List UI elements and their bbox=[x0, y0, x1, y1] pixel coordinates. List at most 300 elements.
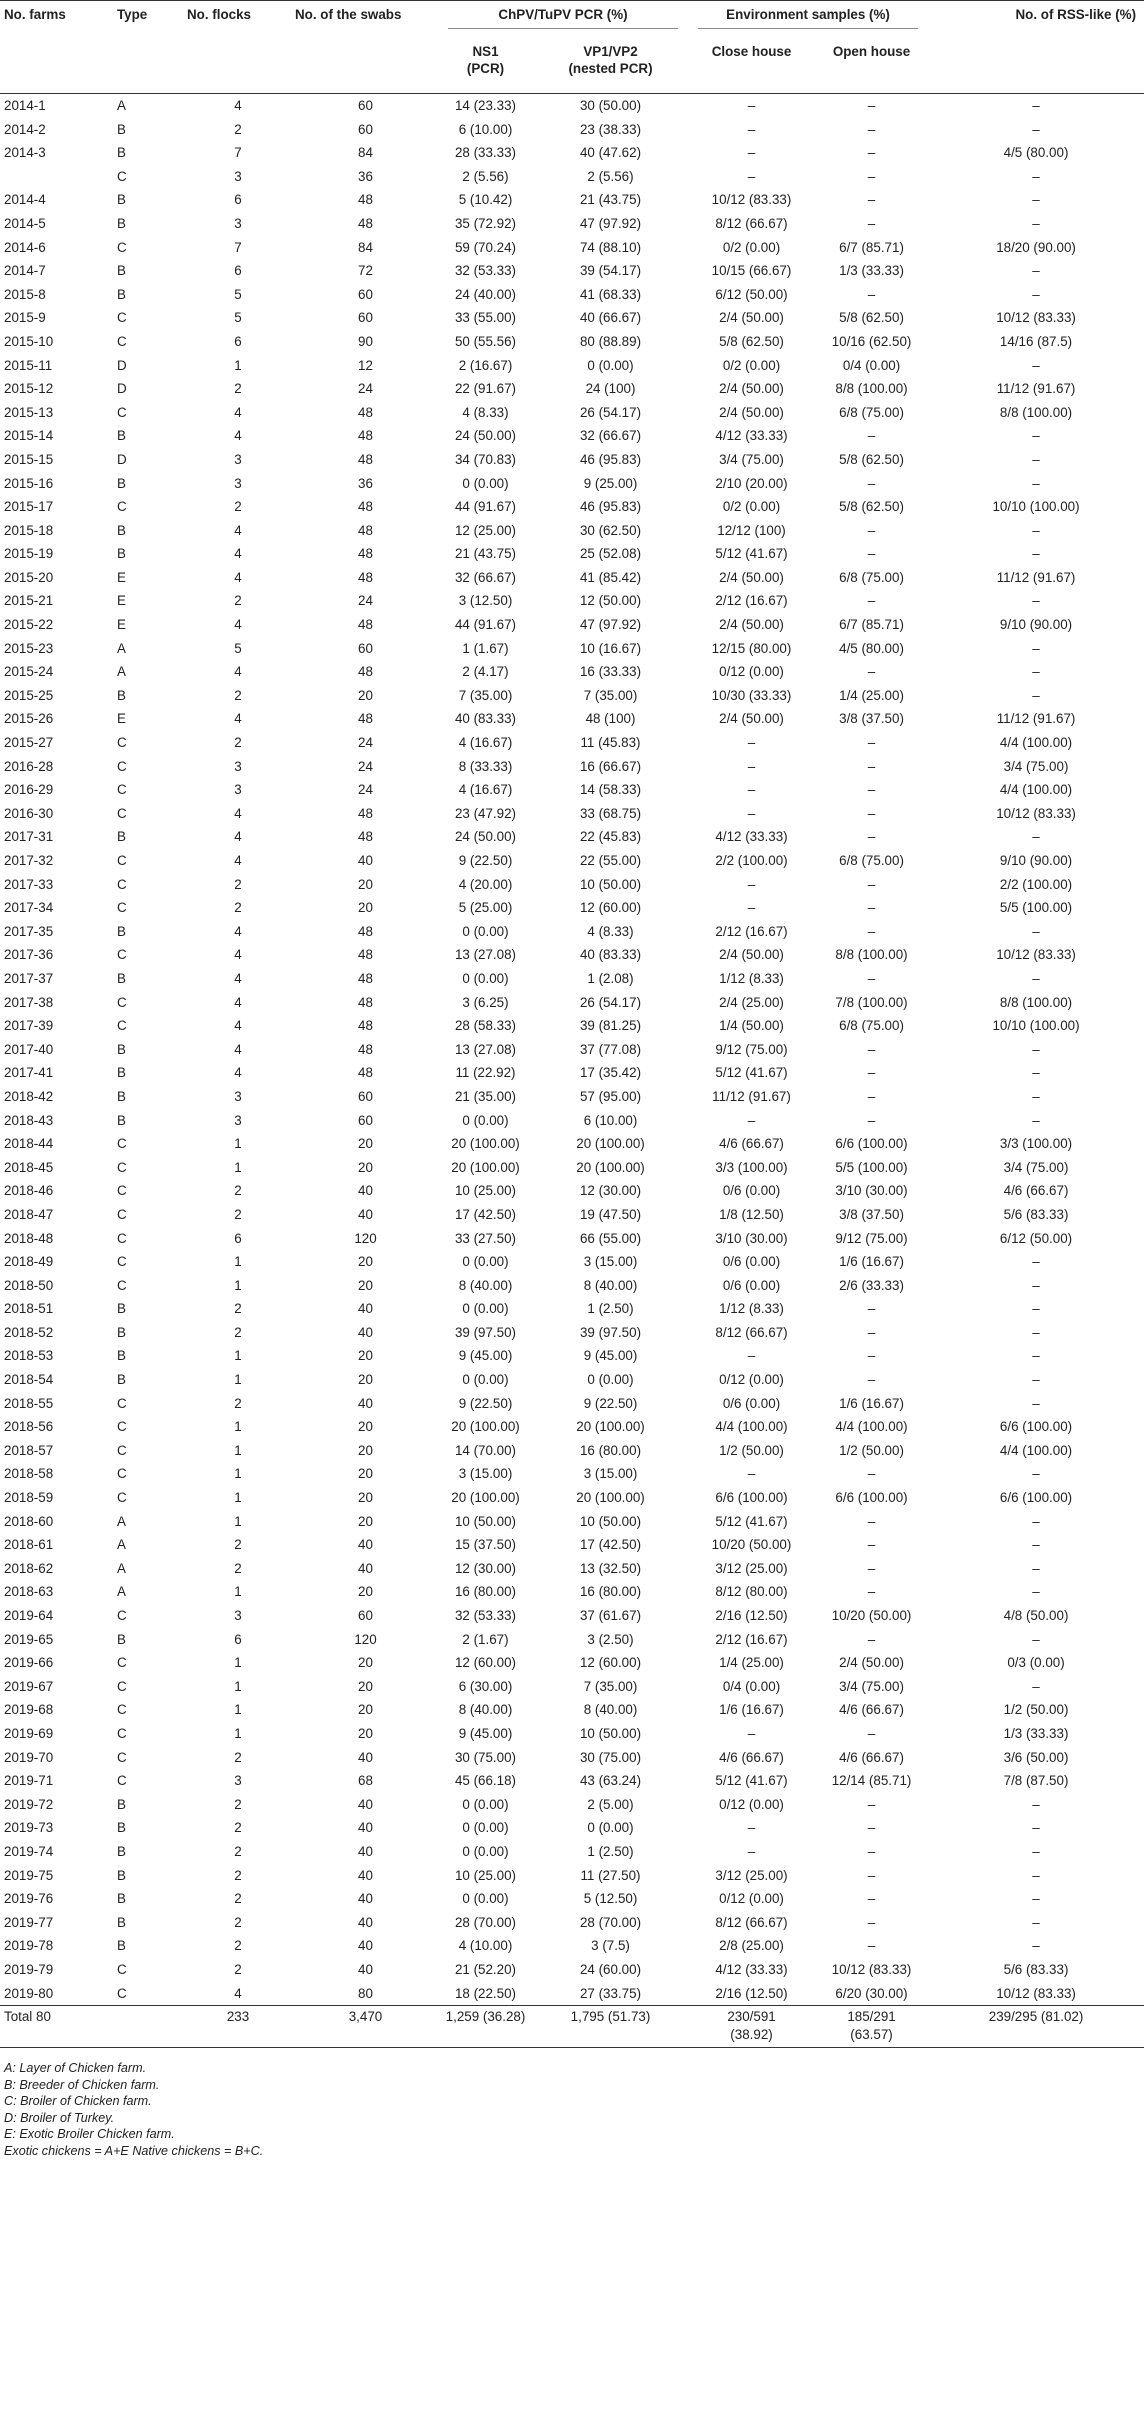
table-row bbox=[0, 1156, 1144, 1180]
table-row bbox=[0, 401, 1144, 425]
vp-nested-pcr-cell: 37 (77.08) bbox=[579, 1041, 642, 1057]
swab-count-cell: 40 bbox=[358, 1914, 373, 1930]
swab-count-cell: 40 bbox=[358, 1183, 373, 1199]
open-house-cell: 5/8 (62.50) bbox=[839, 451, 904, 467]
vp-nested-pcr-cell: 39 (81.25) bbox=[579, 1018, 642, 1034]
flock-count-cell: 6 bbox=[234, 333, 242, 349]
vp-nested-pcr-cell: 5 (12.50) bbox=[583, 1891, 638, 1907]
close-house-cell: 3/4 (75.00) bbox=[719, 451, 784, 467]
flock-count-cell: 4 bbox=[234, 805, 242, 821]
farm-type-cell: B bbox=[117, 1938, 126, 1954]
ns1-pcr-cell: 28 (33.33) bbox=[454, 145, 517, 161]
close-house-cell: 6/12 (50.00) bbox=[715, 286, 788, 302]
rss-like-cell: – bbox=[1032, 428, 1040, 444]
farm-type-cell: C bbox=[117, 1395, 127, 1411]
swab-count-cell: 48 bbox=[358, 192, 373, 208]
farm-id-cell: 2014-6 bbox=[4, 239, 46, 255]
farm-id-cell: 2015-14 bbox=[4, 428, 54, 444]
header-vp-label: VP1/VP2 bbox=[583, 43, 638, 59]
open-house-cell: – bbox=[867, 970, 876, 986]
swab-count-cell: 48 bbox=[358, 664, 373, 680]
farm-type-cell: A bbox=[117, 640, 126, 656]
swab-count-cell: 40 bbox=[358, 1891, 373, 1907]
rss-like-cell: 2/2 (100.00) bbox=[999, 876, 1073, 892]
farm-id-cell: 2015-11 bbox=[4, 357, 53, 373]
flock-count-cell: 3 bbox=[234, 475, 242, 491]
swab-count-cell: 20 bbox=[358, 1442, 373, 1458]
swab-count-cell: 20 bbox=[358, 1513, 373, 1529]
ns1-pcr-cell: 12 (25.00) bbox=[454, 522, 517, 538]
vp-nested-pcr-cell: 21 (43.75) bbox=[579, 192, 642, 208]
swab-count-cell: 24 bbox=[358, 758, 373, 774]
flock-count-cell: 4 bbox=[234, 522, 242, 538]
vp-nested-pcr-cell: 74 (88.10) bbox=[579, 239, 642, 255]
farm-type-cell: B bbox=[117, 1820, 126, 1836]
open-house-cell: – bbox=[867, 1796, 876, 1812]
open-house-cell: 4/6 (66.67) bbox=[839, 1749, 904, 1765]
rss-like-cell: – bbox=[1032, 168, 1040, 184]
table-row bbox=[0, 1934, 1144, 1958]
rss-like-cell: 11/12 (91.67) bbox=[996, 569, 1076, 585]
swab-count-cell: 20 bbox=[358, 1254, 373, 1270]
table-row bbox=[0, 1486, 1144, 1510]
table-row bbox=[0, 519, 1144, 543]
farm-type-cell: C bbox=[117, 168, 127, 184]
farm-type-cell: B bbox=[117, 1301, 126, 1317]
ns1-pcr-cell: 9 (45.00) bbox=[458, 1725, 513, 1741]
flock-count-cell: 2 bbox=[234, 1749, 242, 1765]
vp-nested-pcr-cell: 43 (63.24) bbox=[579, 1773, 642, 1789]
farm-type-cell: B bbox=[117, 1914, 126, 1930]
farm-id-cell: 2015-21 bbox=[4, 593, 54, 609]
rss-like-cell: – bbox=[1032, 664, 1040, 680]
flock-count-cell: 6 bbox=[234, 192, 242, 208]
farm-type-cell: B bbox=[117, 1041, 126, 1057]
flock-count-cell: 2 bbox=[234, 1183, 242, 1199]
swab-count-cell: 36 bbox=[358, 168, 373, 184]
vp-nested-pcr-cell: 10 (16.67) bbox=[579, 640, 642, 656]
vp-nested-pcr-cell: 39 (54.17) bbox=[579, 263, 642, 279]
farm-id-cell: 2019-67 bbox=[4, 1678, 54, 1694]
close-house-cell: 4/4 (100.00) bbox=[715, 1419, 788, 1435]
table-row bbox=[0, 1604, 1144, 1628]
rss-like-cell: 5/5 (100.00) bbox=[999, 900, 1073, 916]
table-row bbox=[0, 920, 1144, 944]
vp-nested-pcr-cell: 1 (2.08) bbox=[587, 970, 634, 986]
close-house-cell: 0/12 (0.00) bbox=[719, 664, 784, 680]
farm-id-cell: 2015-8 bbox=[4, 286, 46, 302]
vp-nested-pcr-cell: 9 (25.00) bbox=[583, 475, 638, 491]
flock-count-cell: 4 bbox=[234, 923, 242, 939]
vp-nested-pcr-cell: 22 (45.83) bbox=[579, 829, 642, 845]
rss-like-cell: – bbox=[1032, 357, 1040, 373]
open-house-cell: – bbox=[867, 1112, 876, 1128]
farm-type-cell: D bbox=[117, 381, 127, 397]
swab-count-cell: 20 bbox=[358, 1466, 373, 1482]
ns1-pcr-cell: 24 (40.00) bbox=[454, 286, 517, 302]
footnote: Exotic chickens = A+E Native chickens = B+C. bbox=[4, 2143, 264, 2158]
farm-id-cell: 2018-50 bbox=[4, 1277, 54, 1293]
farm-id-cell: 2014-1 bbox=[4, 98, 46, 113]
farm-id-cell: 2019-73 bbox=[4, 1820, 54, 1836]
swab-count-cell: 60 bbox=[358, 121, 373, 137]
swab-count-cell: 68 bbox=[358, 1773, 373, 1789]
close-house-cell: 0/2 (0.00) bbox=[722, 499, 781, 515]
close-house-cell: – bbox=[747, 782, 756, 798]
footnote: C: Broiler of Chicken farm. bbox=[4, 2094, 152, 2109]
close-house-cell: 0/6 (0.00) bbox=[722, 1183, 781, 1199]
close-house-cell: 2/16 (12.50) bbox=[715, 1608, 788, 1623]
rss-like-cell: – bbox=[1032, 475, 1040, 491]
rss-like-cell: – bbox=[1032, 1466, 1040, 1482]
farm-type-cell: B bbox=[117, 145, 126, 161]
table-row bbox=[0, 1958, 1144, 1982]
flock-count-cell: 2 bbox=[234, 1914, 242, 1930]
table-row bbox=[0, 1675, 1144, 1699]
swab-count-cell: 60 bbox=[358, 1088, 373, 1104]
flock-count-cell: 3 bbox=[234, 215, 242, 231]
rss-like-cell: 11/12 (91.67) bbox=[996, 381, 1076, 397]
table-row bbox=[0, 141, 1144, 165]
ns1-pcr-cell: 2 (5.56) bbox=[462, 168, 509, 184]
vp-nested-pcr-cell: 20 (100.00) bbox=[576, 1159, 645, 1175]
table-total bbox=[0, 2006, 1144, 2048]
flock-count-cell: 2 bbox=[234, 1206, 242, 1222]
vp-nested-pcr-cell: 13 (32.50) bbox=[579, 1560, 642, 1576]
rss-like-cell: 10/12 (83.33) bbox=[996, 805, 1076, 821]
ns1-pcr-cell: 0 (0.00) bbox=[462, 1796, 509, 1812]
flock-count-cell: 1 bbox=[234, 1254, 242, 1270]
swab-count-cell: 48 bbox=[358, 711, 373, 727]
open-house-cell: – bbox=[867, 1088, 876, 1104]
farm-type-cell: A bbox=[117, 1537, 126, 1553]
open-house-cell: 0/4 (0.00) bbox=[842, 357, 901, 373]
table-row bbox=[0, 306, 1144, 330]
rss-like-cell: – bbox=[1032, 1678, 1040, 1694]
flock-count-cell: 1 bbox=[234, 1159, 242, 1175]
table-row bbox=[0, 1533, 1144, 1557]
farm-type-cell: C bbox=[117, 758, 127, 774]
vp-nested-pcr-cell: 9 (45.00) bbox=[583, 1348, 638, 1364]
header-env-group bbox=[688, 1, 928, 39]
flock-count-cell: 2 bbox=[234, 900, 242, 916]
header-open-house: Open house bbox=[815, 39, 928, 94]
swab-count-cell: 60 bbox=[358, 640, 373, 656]
ns1-pcr-cell: 12 (30.00) bbox=[454, 1560, 517, 1576]
open-house-cell: – bbox=[867, 1560, 876, 1576]
close-house-cell: 3/12 (25.00) bbox=[715, 1560, 788, 1576]
open-house-cell: 4/6 (66.67) bbox=[839, 1702, 904, 1718]
table-row bbox=[0, 1651, 1144, 1675]
table-row bbox=[0, 1227, 1144, 1251]
farm-id-cell: 2018-49 bbox=[4, 1254, 54, 1270]
ns1-pcr-cell: 32 (53.33) bbox=[454, 1608, 517, 1623]
rss-like-cell: – bbox=[1032, 1301, 1040, 1317]
flock-count-cell: 4 bbox=[234, 404, 242, 420]
ns1-pcr-cell: 2 (4.17) bbox=[462, 664, 509, 680]
swab-count-cell: 40 bbox=[358, 1560, 373, 1576]
farm-type-cell: B bbox=[117, 546, 126, 562]
header-env-group-label: Environment samples (%) bbox=[698, 7, 918, 29]
ns1-pcr-cell: 20 (100.00) bbox=[451, 1419, 520, 1435]
vp-nested-pcr-cell: 8 (40.00) bbox=[583, 1702, 638, 1718]
close-house-cell: 8/12 (66.67) bbox=[715, 1914, 788, 1930]
farm-type-cell: C bbox=[117, 1678, 127, 1694]
close-house-cell: 2/12 (16.67) bbox=[715, 923, 788, 939]
open-house-cell: 10/20 (50.00) bbox=[831, 1608, 912, 1623]
farm-type-cell: C bbox=[117, 782, 127, 798]
farm-id-cell: 2018-51 bbox=[4, 1301, 54, 1317]
close-house-cell: – bbox=[747, 876, 756, 892]
swab-count-cell: 84 bbox=[358, 239, 373, 255]
close-house-cell: 0/12 (0.00) bbox=[719, 1891, 784, 1907]
farm-id-cell: 2017-31 bbox=[4, 829, 54, 845]
ns1-pcr-cell: 0 (0.00) bbox=[462, 1301, 509, 1317]
rss-like-cell: – bbox=[1032, 593, 1040, 609]
flock-count-cell: 2 bbox=[234, 1843, 242, 1859]
farm-type-cell: E bbox=[117, 711, 126, 727]
close-house-cell: – bbox=[747, 758, 756, 774]
farm-id-cell: 2014-5 bbox=[4, 215, 46, 231]
total-open-count: 185/291 bbox=[847, 2009, 896, 2025]
farm-type-cell: B bbox=[117, 1631, 126, 1647]
ns1-pcr-cell: 0 (0.00) bbox=[462, 1112, 509, 1128]
vp-nested-pcr-cell: 11 (27.50) bbox=[580, 1867, 641, 1883]
flock-count-cell: 4 bbox=[234, 994, 242, 1010]
table-row bbox=[0, 707, 1144, 731]
farm-id-cell: 2014-2 bbox=[4, 121, 46, 137]
rss-like-cell: 10/12 (83.33) bbox=[996, 947, 1076, 963]
farm-id-cell: 2015-25 bbox=[4, 687, 54, 703]
swab-count-cell: 20 bbox=[358, 1584, 373, 1600]
close-house-cell: 8/12 (66.67) bbox=[715, 215, 788, 231]
farm-type-cell: B bbox=[117, 1843, 126, 1859]
swab-count-cell: 40 bbox=[358, 1796, 373, 1812]
farm-id-cell: 2019-78 bbox=[4, 1938, 54, 1954]
table-row bbox=[0, 165, 1144, 189]
vp-nested-pcr-cell: 20 (100.00) bbox=[576, 1490, 645, 1506]
rss-like-cell: 3/4 (75.00) bbox=[1003, 1159, 1069, 1175]
farm-id-cell: 2019-79 bbox=[4, 1961, 54, 1977]
swab-count-cell: 36 bbox=[358, 475, 373, 491]
table-row bbox=[0, 495, 1144, 519]
farm-id-cell: 2017-37 bbox=[4, 970, 54, 986]
header-farms: No. farms bbox=[0, 1, 113, 94]
open-house-cell: 5/5 (100.00) bbox=[835, 1159, 908, 1175]
flock-count-cell: 4 bbox=[234, 98, 242, 113]
swab-count-cell: 20 bbox=[358, 1419, 373, 1435]
flock-count-cell: 2 bbox=[234, 381, 242, 397]
table-row bbox=[0, 1510, 1144, 1534]
farm-id-cell: 2018-61 bbox=[4, 1537, 54, 1553]
farm-id-cell: 2019-70 bbox=[4, 1749, 54, 1765]
table-row bbox=[0, 731, 1144, 755]
swab-count-cell: 48 bbox=[358, 994, 373, 1010]
farm-id-cell: 2019-69 bbox=[4, 1725, 54, 1741]
vp-nested-pcr-cell: 10 (50.00) bbox=[579, 1725, 642, 1741]
flock-count-cell: 1 bbox=[234, 357, 242, 373]
flock-count-cell: 1 bbox=[234, 1584, 242, 1600]
ns1-pcr-cell: 30 (75.00) bbox=[454, 1749, 517, 1765]
open-house-cell: – bbox=[867, 1631, 876, 1647]
farm-id-cell: 2018-48 bbox=[4, 1230, 54, 1246]
vp-nested-pcr-cell: 37 (61.67) bbox=[579, 1608, 642, 1623]
swab-count-cell: 40 bbox=[358, 1395, 373, 1411]
rss-like-cell: 1/2 (50.00) bbox=[1003, 1702, 1069, 1718]
table-row bbox=[0, 873, 1144, 897]
open-house-cell: – bbox=[867, 168, 876, 184]
swab-count-cell: 40 bbox=[358, 1537, 373, 1553]
table-row bbox=[0, 1061, 1144, 1085]
open-house-cell: – bbox=[867, 1041, 876, 1057]
close-house-cell: 3/12 (25.00) bbox=[715, 1867, 788, 1883]
open-house-cell: 6/8 (75.00) bbox=[839, 853, 904, 868]
open-house-cell: 6/8 (75.00) bbox=[839, 404, 904, 420]
farm-id-cell: 2015-22 bbox=[4, 617, 54, 633]
close-house-cell: 8/12 (66.67) bbox=[715, 1324, 788, 1340]
close-house-cell: 8/12 (80.00) bbox=[715, 1584, 788, 1600]
farm-type-cell: B bbox=[117, 215, 126, 231]
farm-type-cell: C bbox=[117, 1608, 127, 1623]
close-house-cell: 2/2 (100.00) bbox=[715, 853, 788, 868]
open-house-cell: 3/8 (37.50) bbox=[839, 711, 904, 727]
close-house-cell: 1/2 (50.00) bbox=[719, 1442, 784, 1458]
rss-like-cell: – bbox=[1032, 829, 1040, 845]
rss-like-cell: 14/16 (87.5) bbox=[999, 333, 1073, 349]
farm-type-cell: E bbox=[117, 569, 126, 585]
close-house-cell: 3/10 (30.00) bbox=[715, 1230, 788, 1246]
footnote: E: Exotic Broiler Chicken farm. bbox=[4, 2127, 175, 2142]
vp-nested-pcr-cell: 24 (100) bbox=[585, 381, 636, 397]
flock-count-cell: 1 bbox=[234, 1702, 242, 1718]
flock-count-cell: 1 bbox=[234, 1348, 242, 1364]
open-house-cell: – bbox=[867, 1513, 876, 1529]
farm-type-cell: C bbox=[117, 1442, 127, 1458]
farm-type-cell: C bbox=[117, 1018, 127, 1034]
close-house-cell: 4/12 (33.33) bbox=[715, 829, 788, 845]
flock-count-cell: 5 bbox=[234, 286, 242, 302]
farm-id-cell: 2019-64 bbox=[4, 1608, 54, 1623]
rss-like-cell: – bbox=[1032, 1560, 1040, 1576]
vp-nested-pcr-cell: 26 (54.17) bbox=[579, 404, 642, 420]
flock-count-cell: 4 bbox=[234, 569, 242, 585]
ns1-pcr-cell: 18 (22.50) bbox=[454, 1985, 517, 2001]
open-house-cell: 3/4 (75.00) bbox=[839, 1678, 904, 1694]
farm-id-cell: 2017-33 bbox=[4, 876, 54, 892]
total-swabs: 3,470 bbox=[293, 2006, 438, 2048]
vp-nested-pcr-cell: 40 (47.62) bbox=[579, 145, 642, 161]
farm-id-cell: 2015-24 bbox=[4, 664, 54, 680]
vp-nested-pcr-cell: 32 (66.67) bbox=[579, 428, 642, 444]
flock-count-cell: 1 bbox=[234, 1277, 242, 1293]
flock-count-cell: 4 bbox=[234, 1041, 242, 1057]
flock-count-cell: 6 bbox=[234, 263, 242, 279]
flock-count-cell: 7 bbox=[234, 239, 242, 255]
table-row bbox=[0, 212, 1144, 236]
rss-like-cell: 10/10 (100.00) bbox=[992, 499, 1080, 515]
farm-id-cell: 2019-74 bbox=[4, 1843, 54, 1859]
farm-type-cell: B bbox=[117, 192, 126, 208]
vp-nested-pcr-cell: 3 (2.50) bbox=[587, 1631, 634, 1647]
flock-count-cell: 4 bbox=[234, 1065, 242, 1081]
farm-type-cell: C bbox=[117, 1183, 127, 1199]
farm-id-cell: 2015-20 bbox=[4, 569, 54, 585]
vp-nested-pcr-cell: 66 (55.00) bbox=[579, 1230, 642, 1246]
flock-count-cell: 2 bbox=[234, 1301, 242, 1317]
rss-like-cell: – bbox=[1032, 215, 1040, 231]
vp-nested-pcr-cell: 20 (100.00) bbox=[576, 1136, 645, 1152]
flock-count-cell: 2 bbox=[234, 499, 242, 515]
open-house-cell: 4/5 (80.00) bbox=[839, 640, 904, 656]
rss-like-cell: – bbox=[1032, 1631, 1040, 1647]
open-house-cell: – bbox=[867, 1820, 876, 1836]
farm-id-cell: 2017-35 bbox=[4, 923, 54, 939]
ns1-pcr-cell: 4 (8.33) bbox=[462, 404, 509, 420]
ns1-pcr-cell: 0 (0.00) bbox=[462, 923, 509, 939]
vp-nested-pcr-cell: 48 (100) bbox=[585, 711, 636, 727]
ns1-pcr-cell: 40 (83.33) bbox=[454, 711, 517, 727]
flock-count-cell: 3 bbox=[234, 782, 242, 798]
flock-count-cell: 2 bbox=[234, 1324, 242, 1340]
vp-nested-pcr-cell: 3 (7.5) bbox=[591, 1938, 630, 1954]
ns1-pcr-cell: 3 (12.50) bbox=[458, 593, 513, 609]
ns1-pcr-cell: 4 (16.67) bbox=[458, 735, 513, 751]
swab-count-cell: 84 bbox=[358, 145, 373, 161]
close-house-cell: 1/4 (25.00) bbox=[719, 1655, 784, 1671]
farm-id-cell: 2019-80 bbox=[4, 1985, 54, 2001]
ns1-pcr-cell: 13 (27.08) bbox=[454, 947, 517, 963]
vp-nested-pcr-cell: 33 (68.75) bbox=[579, 805, 642, 821]
close-house-cell: 2/4 (25.00) bbox=[719, 994, 784, 1010]
table-row bbox=[0, 613, 1144, 637]
table-row bbox=[0, 755, 1144, 779]
table-row bbox=[0, 1462, 1144, 1486]
header-ns1 bbox=[438, 39, 533, 94]
farm-type-cell: D bbox=[117, 451, 127, 467]
rss-like-cell: 8/8 (100.00) bbox=[999, 994, 1073, 1010]
swab-count-cell: 48 bbox=[358, 428, 373, 444]
close-house-cell: – bbox=[747, 1725, 756, 1741]
farm-id-cell: 2019-75 bbox=[4, 1867, 54, 1883]
ns1-pcr-cell: 9 (22.50) bbox=[458, 1395, 513, 1411]
ns1-pcr-cell: 35 (72.92) bbox=[454, 215, 517, 231]
rss-like-cell: 4/4 (100.00) bbox=[999, 1442, 1073, 1458]
table-row bbox=[0, 1085, 1144, 1109]
swab-count-cell: 48 bbox=[358, 1041, 373, 1057]
farm-type-cell: E bbox=[117, 593, 126, 609]
farm-type-cell: B bbox=[117, 1348, 126, 1364]
open-house-cell: – bbox=[867, 1348, 876, 1364]
vp-nested-pcr-cell: 19 (47.50) bbox=[579, 1206, 642, 1222]
total-close bbox=[688, 2006, 815, 2048]
flock-count-cell: 2 bbox=[234, 1395, 242, 1411]
total-open bbox=[815, 2006, 928, 2048]
ns1-pcr-cell: 24 (50.00) bbox=[454, 829, 517, 845]
vp-nested-pcr-cell: 28 (70.00) bbox=[579, 1914, 642, 1930]
swab-count-cell: 40 bbox=[358, 1301, 373, 1317]
ns1-pcr-cell: 20 (100.00) bbox=[451, 1159, 520, 1175]
rss-like-cell: 10/12 (83.33) bbox=[996, 1985, 1076, 2001]
farm-type-cell: B bbox=[117, 121, 126, 137]
table-row bbox=[0, 1864, 1144, 1888]
farm-type-cell: C bbox=[117, 900, 127, 916]
swab-count-cell: 60 bbox=[358, 1608, 373, 1623]
rss-like-cell: – bbox=[1032, 286, 1040, 302]
close-house-cell: – bbox=[747, 1843, 756, 1859]
close-house-cell: 4/6 (66.67) bbox=[719, 1136, 784, 1152]
header-close-house: Close house bbox=[688, 39, 815, 94]
open-house-cell: – bbox=[867, 735, 876, 751]
